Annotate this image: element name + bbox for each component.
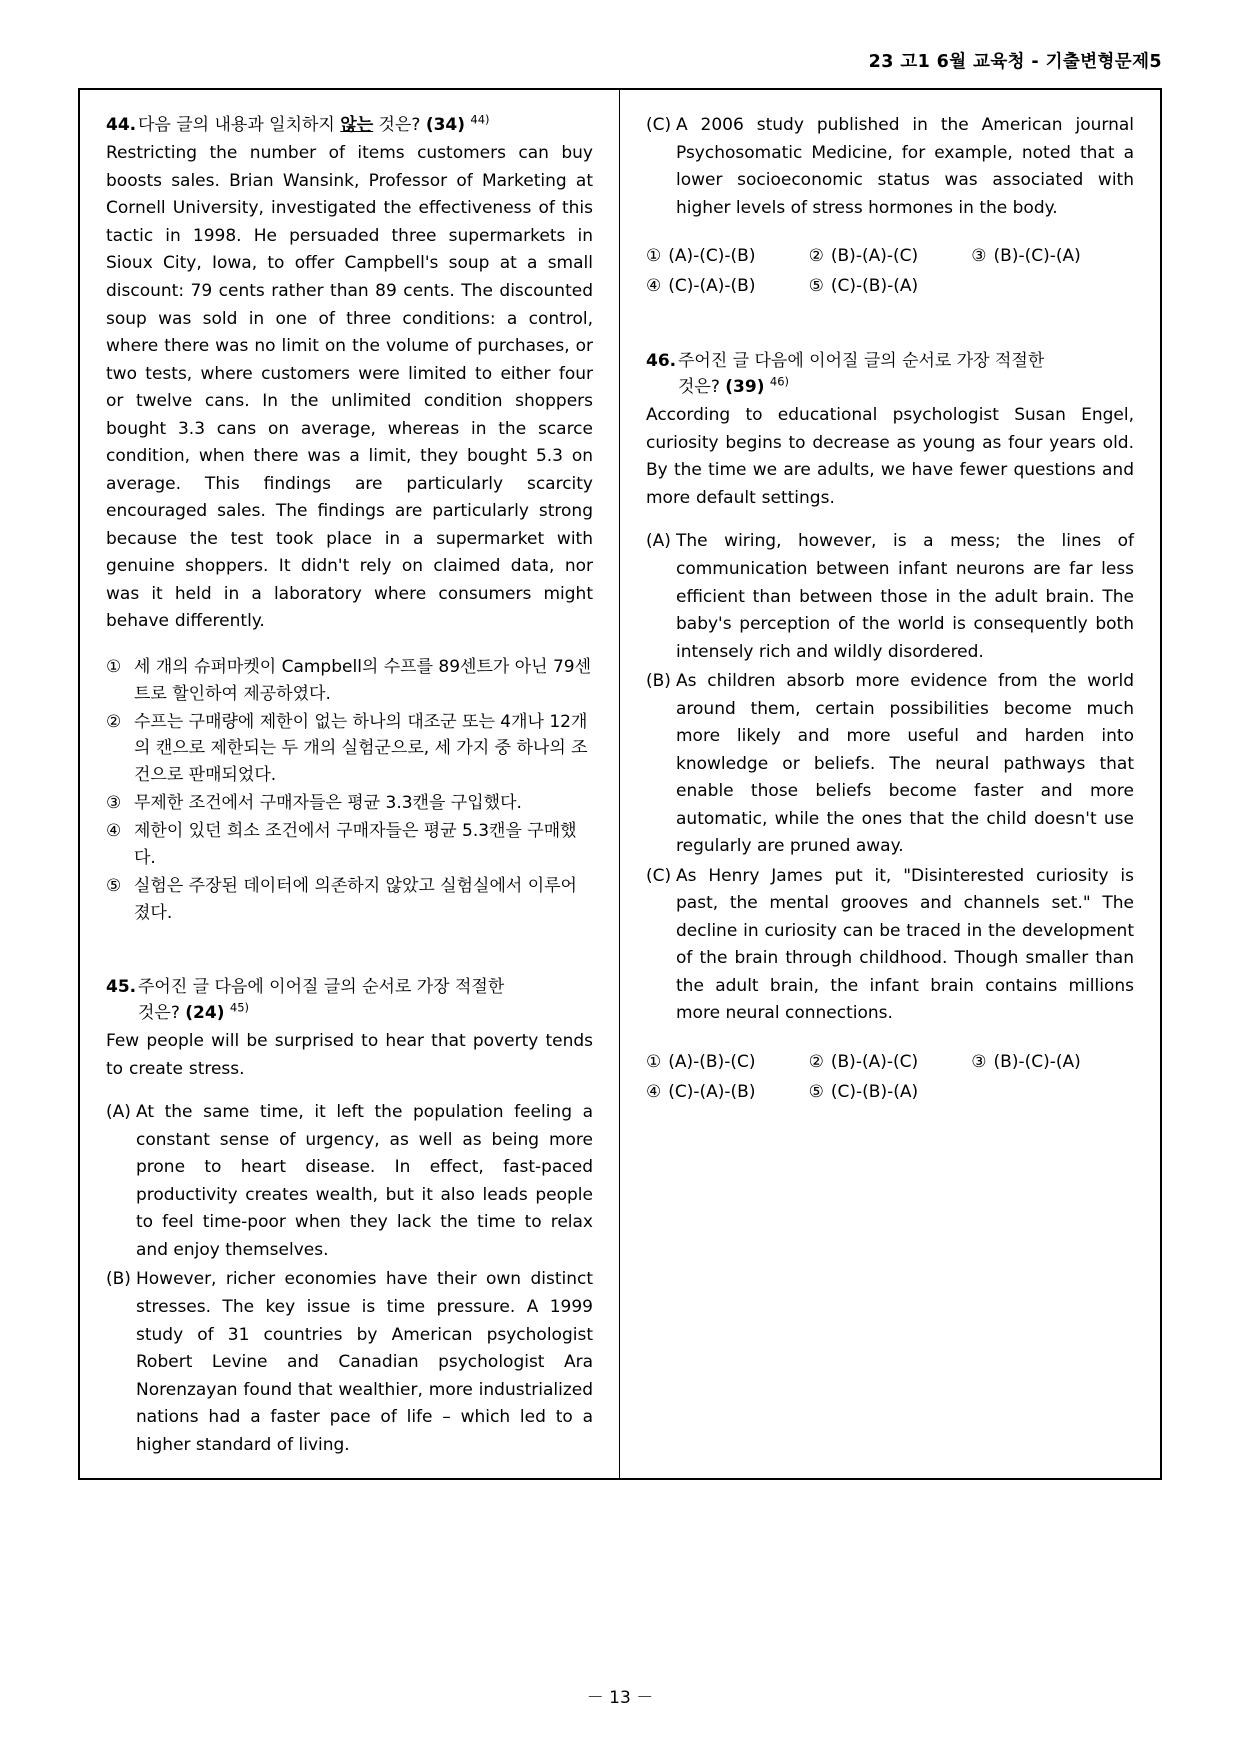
- answer-option[interactable]: [809, 242, 972, 272]
- answer-label: (A)-(C)-(B): [668, 246, 756, 267]
- question-46: [646, 348, 1134, 1108]
- answer-label: (C)-(A)-(B): [668, 275, 756, 296]
- answer-label: (B)-(A)-(C): [830, 1052, 919, 1072]
- answer-label: (B)-(A)-(C): [830, 246, 919, 267]
- running-head: 23 고1 6월 교육청 - 기출변형문제5: [868, 52, 1162, 72]
- paragraph-item: [106, 1266, 593, 1459]
- question-45-number: 45.: [106, 976, 137, 997]
- answer-marker: ②: [808, 1052, 824, 1072]
- answer-option-empty: [971, 1078, 1134, 1108]
- question-44-prompt: [106, 112, 593, 138]
- choice-marker: ①: [106, 656, 122, 677]
- answer-label: (C)-(B)-(A): [830, 1081, 919, 1102]
- answer-option[interactable]: [646, 1078, 809, 1108]
- answer-marker: ①: [646, 246, 662, 267]
- choice-item[interactable]: [106, 790, 593, 817]
- page-number: － 13 －: [586, 1688, 654, 1708]
- question-46-prompt: [646, 348, 1134, 401]
- answer-label: (A)-(B)-(C): [668, 1052, 756, 1072]
- question-44-passage: Restricting the number of items customers can buy boosts sales. Brian Wansink, Professor of Marketing at Cornell University, investigated the effectiveness of this tactic in 1998. He persuaded three supermarkets in Sioux City, Iowa, to offer Campbell's soup at a small discount: 79 cents rather than 89 cents. The discounted soup was sold in one of three conditions: a control, where there was no limit on the volume of purchases, or two tests, where customers were limited to either four or twelve cans. In the unlimited condition shoppers bought 3.3 cans on average, whereas in the scarce condition, when there was a limit, they bought 5.3 on average. This findings are particularly scarcity encouraged sales. The findings are particularly strong because the test took place in a supermarket with genuine shoppers. It didn't rely on claimed data, nor was it held in a laboratory where consumers might behave differently.: [106, 143, 593, 632]
- answer-option[interactable]: [646, 242, 809, 272]
- question-44: [106, 112, 593, 927]
- question-44-source-ref: (34): [425, 115, 466, 135]
- question-44-prompt-before: 다음 글의 내용과 일치하지: [138, 115, 341, 135]
- answer-label: (B)-(C)-(A): [993, 246, 1081, 267]
- paragraph-tag: (B): [106, 1269, 131, 1290]
- question-45-paragraphs-continued: [646, 112, 1134, 222]
- answer-marker: ③: [971, 1052, 987, 1072]
- paragraph-tag: (B): [646, 671, 671, 692]
- question-gap: [646, 302, 1134, 348]
- question-44-choices: [106, 654, 593, 927]
- choice-item[interactable]: [106, 818, 593, 872]
- answer-row: [646, 242, 1134, 272]
- answer-option-empty: [971, 272, 1134, 302]
- paragraph-tag: (C): [646, 865, 672, 886]
- question-46-answers: [646, 1048, 1134, 1108]
- paragraph-tag: (A): [646, 531, 671, 552]
- paragraph-item: [646, 528, 1134, 666]
- content-frame: [78, 88, 1162, 1480]
- choice-marker: ②: [106, 711, 122, 732]
- question-45-prompt-line2: 것은?: [138, 1002, 186, 1023]
- paragraph-item: [646, 668, 1134, 861]
- answer-label: (C)-(A)-(B): [668, 1081, 756, 1102]
- answer-row: [646, 1078, 1134, 1108]
- choice-label: 수프는 구매량에 제한이 없는 하나의 대조군 또는 4개나 12개의 캔으로 제한되는 두 개의 실험군으로, 세 가지 중 하나의 조건으로 판매되었다.: [134, 711, 588, 786]
- choice-marker: ④: [106, 821, 122, 842]
- paragraph-text: The wiring, however, is a mess; the lines of communication between infant neurons are far less efficient than between those in the adult brain. The baby's perception of the world is consequently both intensely rich and wildly disordered.: [676, 531, 1134, 662]
- answer-marker: ⑤: [808, 275, 824, 296]
- question-44-prompt-after: 것은?: [373, 115, 426, 135]
- question-45-source-ref: (24): [185, 1002, 225, 1023]
- answer-option[interactable]: [809, 1048, 972, 1078]
- paragraph-item: [646, 112, 1134, 222]
- answer-label: (C)-(B)-(A): [830, 275, 919, 296]
- choice-item[interactable]: [106, 654, 593, 708]
- question-44-number: 44.: [106, 115, 137, 135]
- question-46-prompt-line1: 주어진 글 다음에 이어질 글의 순서로 가장 적절한: [678, 350, 1045, 371]
- question-45-passage: Few people will be surprised to hear that poverty tends to create stress.: [106, 1031, 593, 1079]
- choice-item[interactable]: [106, 709, 593, 790]
- answer-marker: ②: [808, 246, 824, 267]
- paragraph-tag: (A): [106, 1102, 131, 1123]
- paragraph-text: However, richer economies have their own distinct stresses. The key issue is time pressure. A 1999 study of 31 countries by American psychologist Robert Levine and Canadian psychologist Ara Norenzayan found that wealthier, more industrialized nations had a faster pace of life – which led to a higher standard of living.: [136, 1269, 593, 1455]
- question-45-prompt: [106, 974, 593, 1027]
- choice-label: 실험은 주장된 데이터에 의존하지 않았고 실험실에서 이루어졌다.: [134, 875, 577, 923]
- answer-marker: ⑤: [808, 1081, 824, 1102]
- answer-row: [646, 272, 1134, 302]
- question-46-superscript: 46): [769, 374, 790, 389]
- answer-row: [646, 1048, 1134, 1078]
- answer-marker: ③: [971, 246, 987, 267]
- question-46-paragraphs: [646, 528, 1134, 1028]
- paragraph-text: At the same time, it left the population feeling a constant sense of urgency, as well as being more prone to heart disease. In effect, fast-paced productivity creates wealth, but it also leads people to feel time-poor when they lack the time to relax and enjoy themselves.: [136, 1102, 593, 1260]
- right-column: [620, 90, 1160, 1478]
- paragraph-tag: (C): [646, 115, 672, 135]
- question-46-number: 46.: [646, 350, 677, 371]
- answer-label: (B)-(C)-(A): [993, 1052, 1081, 1072]
- question-46-prompt-line2: 것은?: [678, 376, 726, 397]
- paragraph-item: [106, 1099, 593, 1264]
- question-46-source-ref: (39): [725, 376, 765, 397]
- left-column: [80, 90, 620, 1478]
- paragraph-text: A 2006 study published in the American journal Psychosomatic Medicine, for example, noted that a lower socioeconomic status was associated with higher levels of stress hormones in the body.: [676, 115, 1134, 218]
- question-45: [106, 974, 593, 1460]
- choice-label: 제한이 있던 희소 조건에서 구매자들은 평균 5.3캔을 구매했다.: [134, 821, 577, 868]
- choice-label: 세 개의 슈퍼마켓이 Campbell의 수프를 89센트가 아닌 79센트로 할인하여 제공하였다.: [134, 656, 592, 704]
- question-44-prompt-emphasis: 않는: [340, 115, 374, 135]
- answer-marker: ④: [646, 1081, 662, 1102]
- question-45-paragraphs: [106, 1099, 593, 1459]
- answer-option[interactable]: [971, 242, 1134, 272]
- question-45-answers: [646, 242, 1134, 302]
- paragraph-item: [646, 863, 1134, 1028]
- answer-option[interactable]: [646, 1048, 809, 1078]
- paragraph-text: As Henry James put it, "Disinterested curiosity is past, the mental grooves and channels set." The decline in curiosity can be traced in the development of the brain through childhood. Though smaller than the adult brain, the infant brain contains millions more neural connections.: [676, 865, 1134, 1024]
- answer-option[interactable]: [809, 1078, 972, 1108]
- choice-item[interactable]: [106, 873, 593, 927]
- answer-option[interactable]: [809, 272, 972, 302]
- paragraph-text: As children absorb more evidence from the world around them, certain possibilities become much more likely and more useful and harden into knowledge or beliefs. The neural pathways that enable those beliefs become faster and more automatic, while the ones that the child doesn't use regularly are pruned away.: [676, 671, 1134, 857]
- choice-marker: ⑤: [106, 875, 122, 896]
- answer-marker: ④: [646, 275, 662, 296]
- question-45-continued: [646, 112, 1134, 302]
- answer-marker: ①: [646, 1052, 662, 1072]
- choice-label: 무제한 조건에서 구매자들은 평균 3.3캔을 구입했다.: [134, 793, 522, 814]
- choice-marker: ③: [106, 793, 122, 814]
- answer-option[interactable]: [971, 1048, 1134, 1078]
- question-46-passage: According to educational psychologist Susan Engel, curiosity begins to decrease as young as four years old. By the time we are adults, we have fewer questions and more default settings.: [646, 405, 1134, 508]
- answer-option[interactable]: [646, 272, 809, 302]
- question-gap: [106, 928, 593, 974]
- question-45-superscript: 45): [229, 1000, 250, 1015]
- question-45-prompt-line1: 주어진 글 다음에 이어질 글의 순서로 가장 적절한: [138, 976, 505, 997]
- question-44-superscript: 44): [470, 112, 490, 127]
